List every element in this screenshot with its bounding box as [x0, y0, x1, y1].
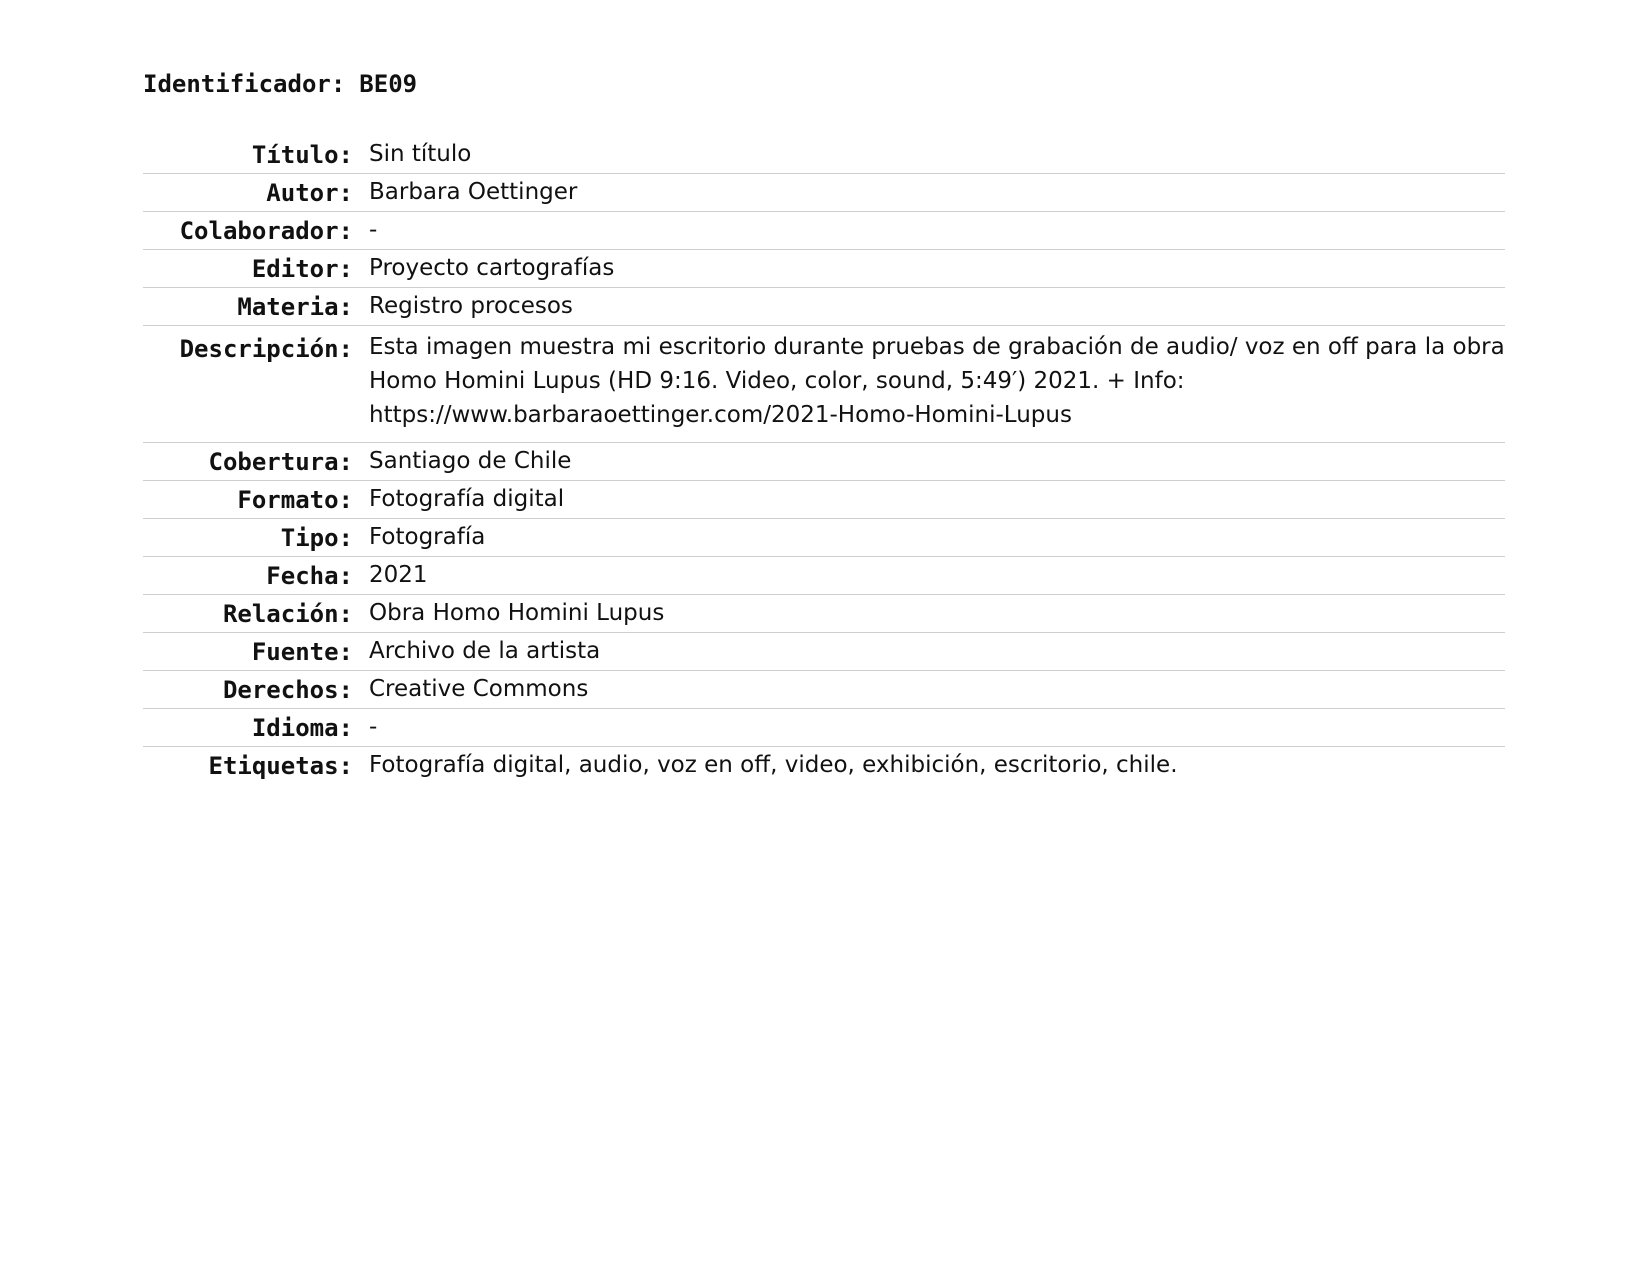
- metadata-fields: [143, 136, 1505, 784]
- field-row-descripcion: [143, 326, 1505, 443]
- field-label: Materia:: [237, 293, 353, 321]
- field-value: 2021: [369, 562, 428, 588]
- field-row-etiquetas: [143, 747, 1505, 784]
- field-label: Idioma:: [251, 714, 353, 742]
- field-value: Obra Homo Homini Lupus: [369, 600, 665, 626]
- field-row-relacion: [143, 595, 1505, 633]
- field-row-titulo: [143, 136, 1505, 174]
- metadata-sheet: [143, 70, 1505, 784]
- field-value: -: [369, 217, 378, 243]
- field-label: Relación:: [222, 600, 353, 628]
- field-label: Fuente:: [251, 638, 353, 666]
- field-value: Esta imagen muestra mi escritorio durante pruebas de grabación de audio/ voz en off para la obra Homo Homini Lupus (HD 9:16. Video, color, sound, 5:49′) 2021. + Info: https://www.barbaraoettinger.com/2021-Homo-Homini-Lupus: [369, 334, 1505, 428]
- identifier-row: [143, 70, 1505, 112]
- field-row-formato: [143, 481, 1505, 519]
- field-value: Fotografía digital, audio, voz en off, video, exhibición, escritorio, chile.: [369, 752, 1178, 778]
- field-value: Proyecto cartografías: [369, 255, 615, 281]
- field-row-autor: [143, 174, 1505, 212]
- field-row-editor: [143, 250, 1505, 288]
- field-label: Autor:: [266, 179, 353, 207]
- field-label: Cobertura:: [208, 448, 353, 476]
- field-label: Título:: [251, 141, 353, 169]
- field-label: Fecha:: [266, 562, 353, 590]
- field-row-materia: [143, 288, 1505, 326]
- field-row-colaborador: [143, 212, 1505, 250]
- field-row-derechos: [143, 671, 1505, 709]
- field-row-cobertura: [143, 443, 1505, 481]
- field-row-idioma: [143, 709, 1505, 747]
- field-row-fuente: [143, 633, 1505, 671]
- field-value: Fotografía: [369, 524, 486, 550]
- identifier-label: Identificador:: [143, 70, 346, 98]
- field-row-tipo: [143, 519, 1505, 557]
- field-value: Barbara Oettinger: [369, 179, 578, 205]
- field-label: Derechos:: [222, 676, 353, 704]
- identifier-value: BE09: [359, 70, 418, 98]
- field-value: -: [369, 714, 378, 740]
- field-row-fecha: [143, 557, 1505, 595]
- field-value: Creative Commons: [369, 676, 589, 702]
- field-value: Sin título: [369, 141, 472, 167]
- field-label: Colaborador:: [179, 217, 353, 245]
- field-label: Descripción:: [179, 335, 353, 363]
- field-label: Formato:: [237, 486, 353, 514]
- field-value: Archivo de la artista: [369, 638, 601, 664]
- field-value: Fotografía digital: [369, 486, 565, 512]
- field-label: Etiquetas:: [208, 752, 353, 780]
- field-label: Tipo:: [280, 524, 353, 552]
- field-label: Editor:: [251, 255, 353, 283]
- field-value: Santiago de Chile: [369, 448, 572, 474]
- field-value: Registro procesos: [369, 293, 573, 319]
